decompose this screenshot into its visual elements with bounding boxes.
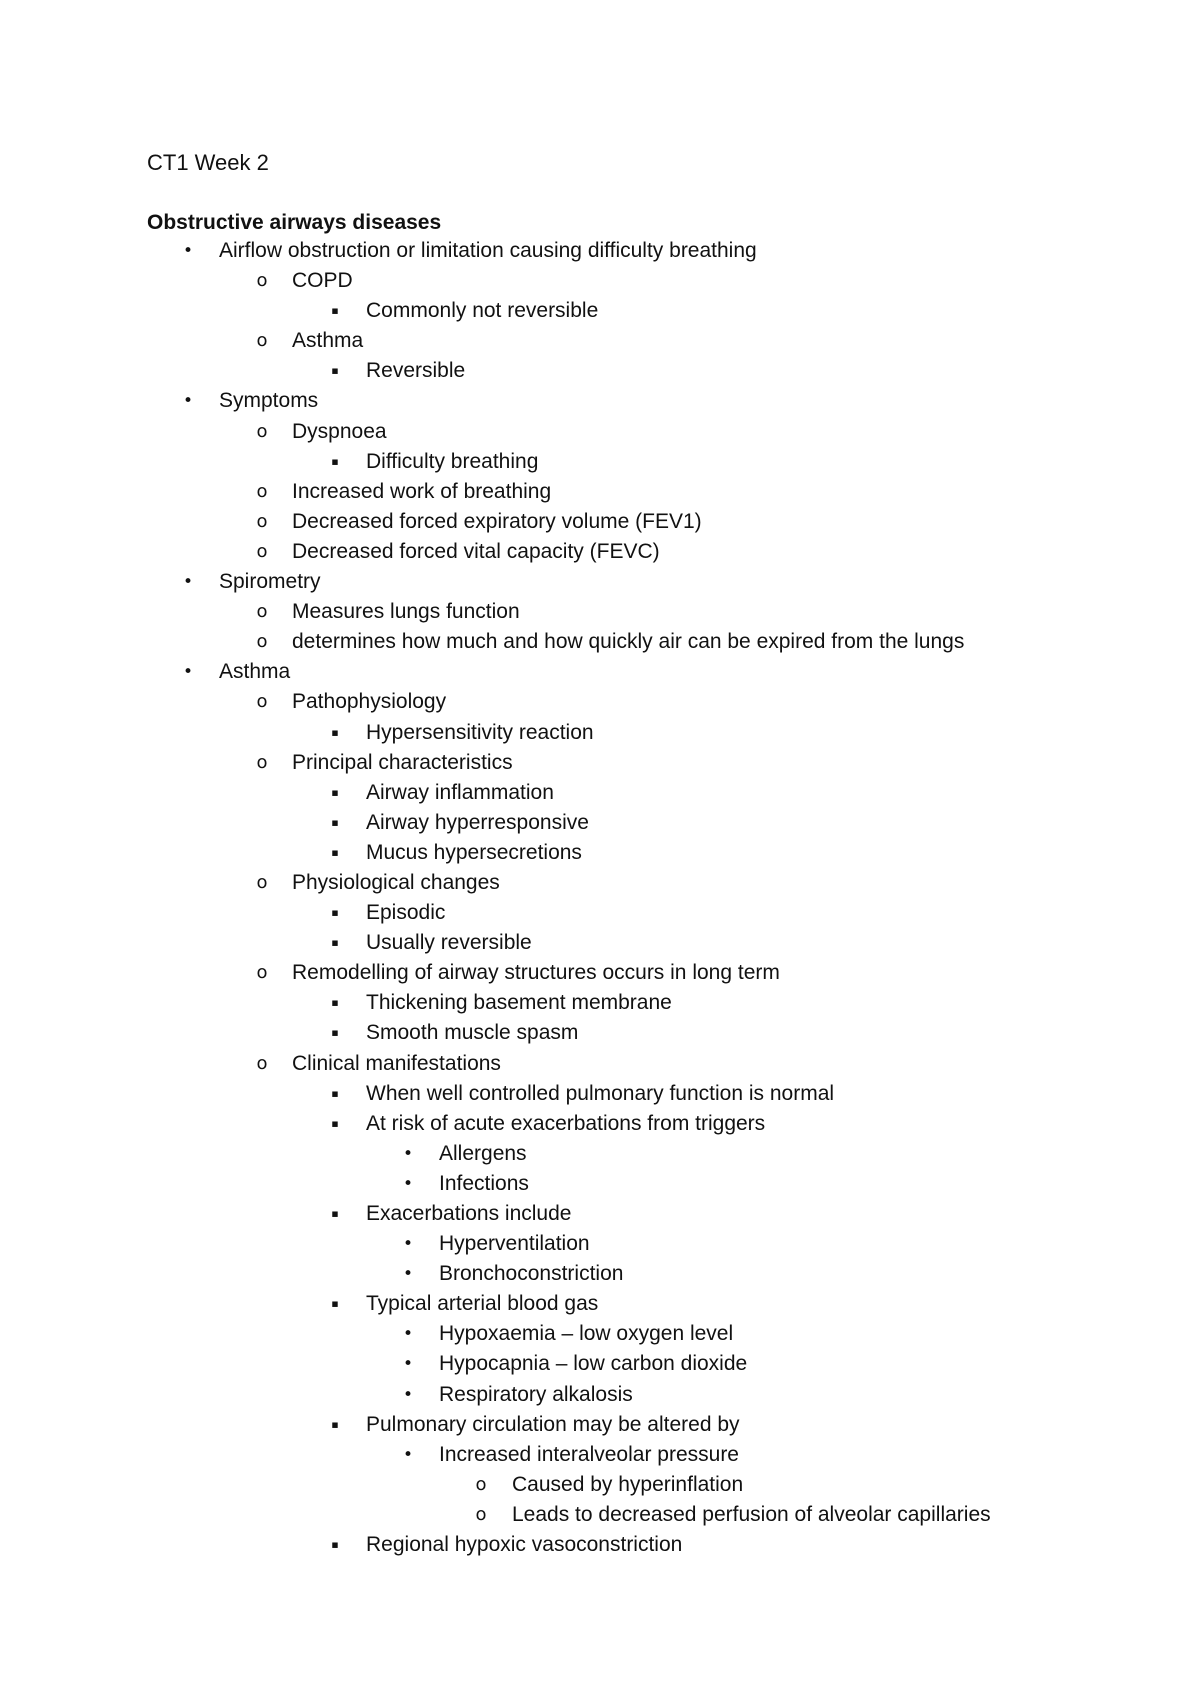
outline-item-text: Smooth muscle spasm: [366, 1021, 579, 1045]
list-marker-circle-icon: o: [475, 1473, 487, 1495]
outline-item-level-4: [0, 1259, 1200, 1289]
outline-item-level-2: [0, 958, 1200, 988]
outline-item-level-3: [0, 1199, 1200, 1229]
list-marker-square-icon: ▪: [331, 1417, 339, 1431]
list-marker-square-icon: ▪: [331, 1207, 339, 1220]
list-marker-circle-icon: o: [256, 510, 268, 532]
list-marker-circle-icon: o: [256, 420, 268, 442]
outline-item-text: Spirometry: [219, 570, 321, 594]
list-marker-square-icon: ▪: [331, 1297, 339, 1311]
outline-item-text: Hypoxaemia – low oxygen level: [439, 1322, 734, 1346]
list-marker-circle-icon: o: [256, 751, 268, 773]
outline-item-level-3: [0, 1109, 1200, 1139]
outline-item-level-1: [0, 657, 1200, 687]
outline-item-text: Hyperventilation: [439, 1232, 590, 1256]
list-marker-circle-icon: o: [256, 691, 268, 713]
section-heading: Obstructive airways diseases: [147, 211, 442, 234]
outline-item-text: Hypocapnia – low carbon dioxide: [439, 1352, 748, 1376]
list-marker-bullet-icon: •: [402, 1143, 414, 1164]
list-marker-bullet-icon: •: [402, 1173, 414, 1194]
outline-item-level-4: [0, 1440, 1200, 1470]
outline-item-level-3: [0, 808, 1200, 838]
document-title: CT1 Week 2: [147, 150, 269, 175]
outline-item-level-2: [0, 868, 1200, 898]
outline-item-level-2: [0, 266, 1200, 296]
list-marker-bullet-icon: •: [182, 241, 194, 261]
outline-item-level-5: [0, 1500, 1200, 1530]
outline-item-text: When well controlled pulmonary function is normal: [366, 1081, 835, 1105]
outline-item-level-3: [0, 928, 1200, 958]
outline-item-level-1: [0, 236, 1200, 266]
outline-item-text: Airway hyperresponsive: [366, 810, 589, 834]
outline-item-text: Regional hypoxic vasoconstriction: [366, 1533, 683, 1557]
outline-item-text: Caused by hyperinflation: [512, 1472, 744, 1496]
list-marker-square-icon: ▪: [331, 815, 339, 829]
outline-item-level-1: [0, 386, 1200, 416]
outline-item-level-5: [0, 1470, 1200, 1500]
outline-item-text: Remodelling of airway structures occurs in long term: [292, 961, 780, 985]
outline-item-text: Physiological changes: [292, 870, 500, 894]
list-marker-bullet-icon: •: [402, 1324, 414, 1345]
outline-item-level-3: [0, 447, 1200, 477]
list-marker-square-icon: ▪: [331, 1538, 339, 1552]
outline-item-text: Typical arterial blood gas: [366, 1292, 599, 1316]
outline-item-level-4: [0, 1139, 1200, 1169]
outline-item-text: Bronchoconstriction: [439, 1262, 624, 1286]
outline-item-level-1: [0, 567, 1200, 597]
outline-item-text: Airflow obstruction or limitation causing difficulty breathing: [219, 239, 757, 262]
outline-item-text: At risk of acute exacerbations from triggers: [366, 1111, 766, 1135]
outline-item-text: Principal characteristics: [292, 750, 513, 774]
outline-item-level-2: [0, 1049, 1200, 1079]
outline-item-text: Infections: [439, 1171, 529, 1195]
outline-item-text: Clinical manifestations: [292, 1051, 501, 1075]
outline-item-level-3: [0, 1530, 1200, 1560]
list-marker-square-icon: ▪: [331, 936, 339, 950]
list-marker-square-icon: ▪: [331, 364, 339, 378]
outline-item-text: Asthma: [219, 660, 291, 684]
list-marker-square-icon: ▪: [331, 785, 339, 799]
list-marker-square-icon: ▪: [331, 1026, 339, 1040]
outline-item-text: Difficulty breathing: [366, 449, 539, 473]
outline-item-level-3: [0, 988, 1200, 1018]
outline-item-level-3: [0, 296, 1200, 326]
list-marker-square-icon: ▪: [331, 1116, 339, 1130]
outline-item-level-3: [0, 778, 1200, 808]
outline-item-level-2: [0, 597, 1200, 627]
outline-item-text: Pathophysiology: [292, 690, 447, 714]
list-marker-square-icon: ▪: [331, 304, 339, 318]
outline-item-text: Mucus hypersecretions: [366, 840, 582, 864]
outline-item-level-2: [0, 417, 1200, 447]
outline-item-text: COPD: [292, 269, 353, 293]
outline-item-level-2: [0, 477, 1200, 507]
outline-item-level-4: [0, 1380, 1200, 1410]
list-marker-square-icon: ▪: [331, 996, 339, 1010]
outline-item-level-3: [0, 898, 1200, 928]
outline-item-text: Reversible: [366, 359, 466, 383]
outline-list: [0, 236, 1200, 1560]
outline-item-text: Thickening basement membrane: [366, 991, 672, 1015]
outline-item-text: Increased interalveolar pressure: [439, 1442, 739, 1466]
list-marker-square-icon: ▪: [331, 845, 339, 859]
outline-item-text: Respiratory alkalosis: [439, 1382, 633, 1406]
outline-item-level-2: [0, 326, 1200, 356]
list-marker-circle-icon: o: [256, 540, 268, 562]
outline-item-level-4: [0, 1169, 1200, 1199]
outline-item-level-2: [0, 537, 1200, 567]
list-marker-circle-icon: o: [256, 330, 268, 352]
outline-item-level-3: [0, 838, 1200, 868]
list-marker-bullet-icon: •: [182, 662, 194, 683]
list-marker-bullet-icon: •: [402, 1384, 414, 1405]
outline-item-level-2: [0, 748, 1200, 778]
list-marker-bullet-icon: •: [182, 391, 194, 412]
list-marker-circle-icon: o: [256, 1052, 268, 1074]
outline-item-level-4: [0, 1319, 1200, 1349]
outline-item-text: Hypersensitivity reaction: [366, 720, 594, 744]
list-marker-bullet-icon: •: [402, 1234, 414, 1255]
list-marker-bullet-icon: •: [402, 1444, 414, 1465]
outline-item-text: Allergens: [439, 1141, 527, 1165]
outline-item-level-3: [0, 1289, 1200, 1319]
outline-item-level-3: [0, 1079, 1200, 1109]
list-marker-circle-icon: o: [256, 871, 268, 893]
list-marker-bullet-icon: •: [402, 1264, 414, 1285]
list-marker-bullet-icon: •: [402, 1354, 414, 1375]
list-marker-circle-icon: o: [475, 1503, 487, 1525]
outline-item-text: Episodic: [366, 901, 446, 925]
outline-item-level-2: [0, 627, 1200, 657]
outline-item-text: Airway inflammation: [366, 780, 554, 804]
outline-item-text: Leads to decreased perfusion of alveolar capillaries: [512, 1502, 991, 1526]
outline-item-text: Asthma: [292, 329, 364, 353]
outline-item-text: determines how much and how quickly air can be expired from the lungs: [292, 630, 965, 654]
outline-item-text: Pulmonary circulation may be altered by: [366, 1412, 740, 1436]
outline-item-level-3: [0, 356, 1200, 386]
outline-item-level-2: [0, 687, 1200, 717]
outline-item-text: Decreased forced expiratory volume (FEV1): [292, 509, 702, 533]
outline-item-level-3: [0, 718, 1200, 748]
outline-item-level-4: [0, 1229, 1200, 1259]
outline-item-text: Usually reversible: [366, 931, 532, 955]
list-marker-circle-icon: o: [256, 601, 268, 623]
list-marker-square-icon: ▪: [331, 1086, 339, 1100]
outline-item-text: Symptoms: [219, 389, 319, 413]
list-marker-circle-icon: o: [256, 270, 268, 292]
outline-item-text: Decreased forced vital capacity (FEVC): [292, 539, 660, 563]
outline-item-text: Increased work of breathing: [292, 479, 552, 503]
list-marker-square-icon: ▪: [331, 454, 339, 468]
list-marker-circle-icon: o: [256, 962, 268, 984]
outline-item-text: Commonly not reversible: [366, 299, 599, 323]
outline-item-level-3: [0, 1410, 1200, 1440]
outline-item-level-4: [0, 1349, 1200, 1379]
list-marker-bullet-icon: •: [182, 572, 194, 593]
outline-item-text: Exacerbations include: [366, 1202, 572, 1225]
outline-item-level-3: [0, 1018, 1200, 1048]
outline-item-text: Measures lungs function: [292, 600, 520, 624]
list-marker-square-icon: ▪: [331, 906, 339, 920]
list-marker-circle-icon: o: [256, 631, 268, 653]
list-marker-square-icon: ▪: [331, 725, 339, 739]
outline-item-level-2: [0, 507, 1200, 537]
list-marker-circle-icon: o: [256, 480, 268, 502]
outline-item-text: Dyspnoea: [292, 419, 387, 443]
